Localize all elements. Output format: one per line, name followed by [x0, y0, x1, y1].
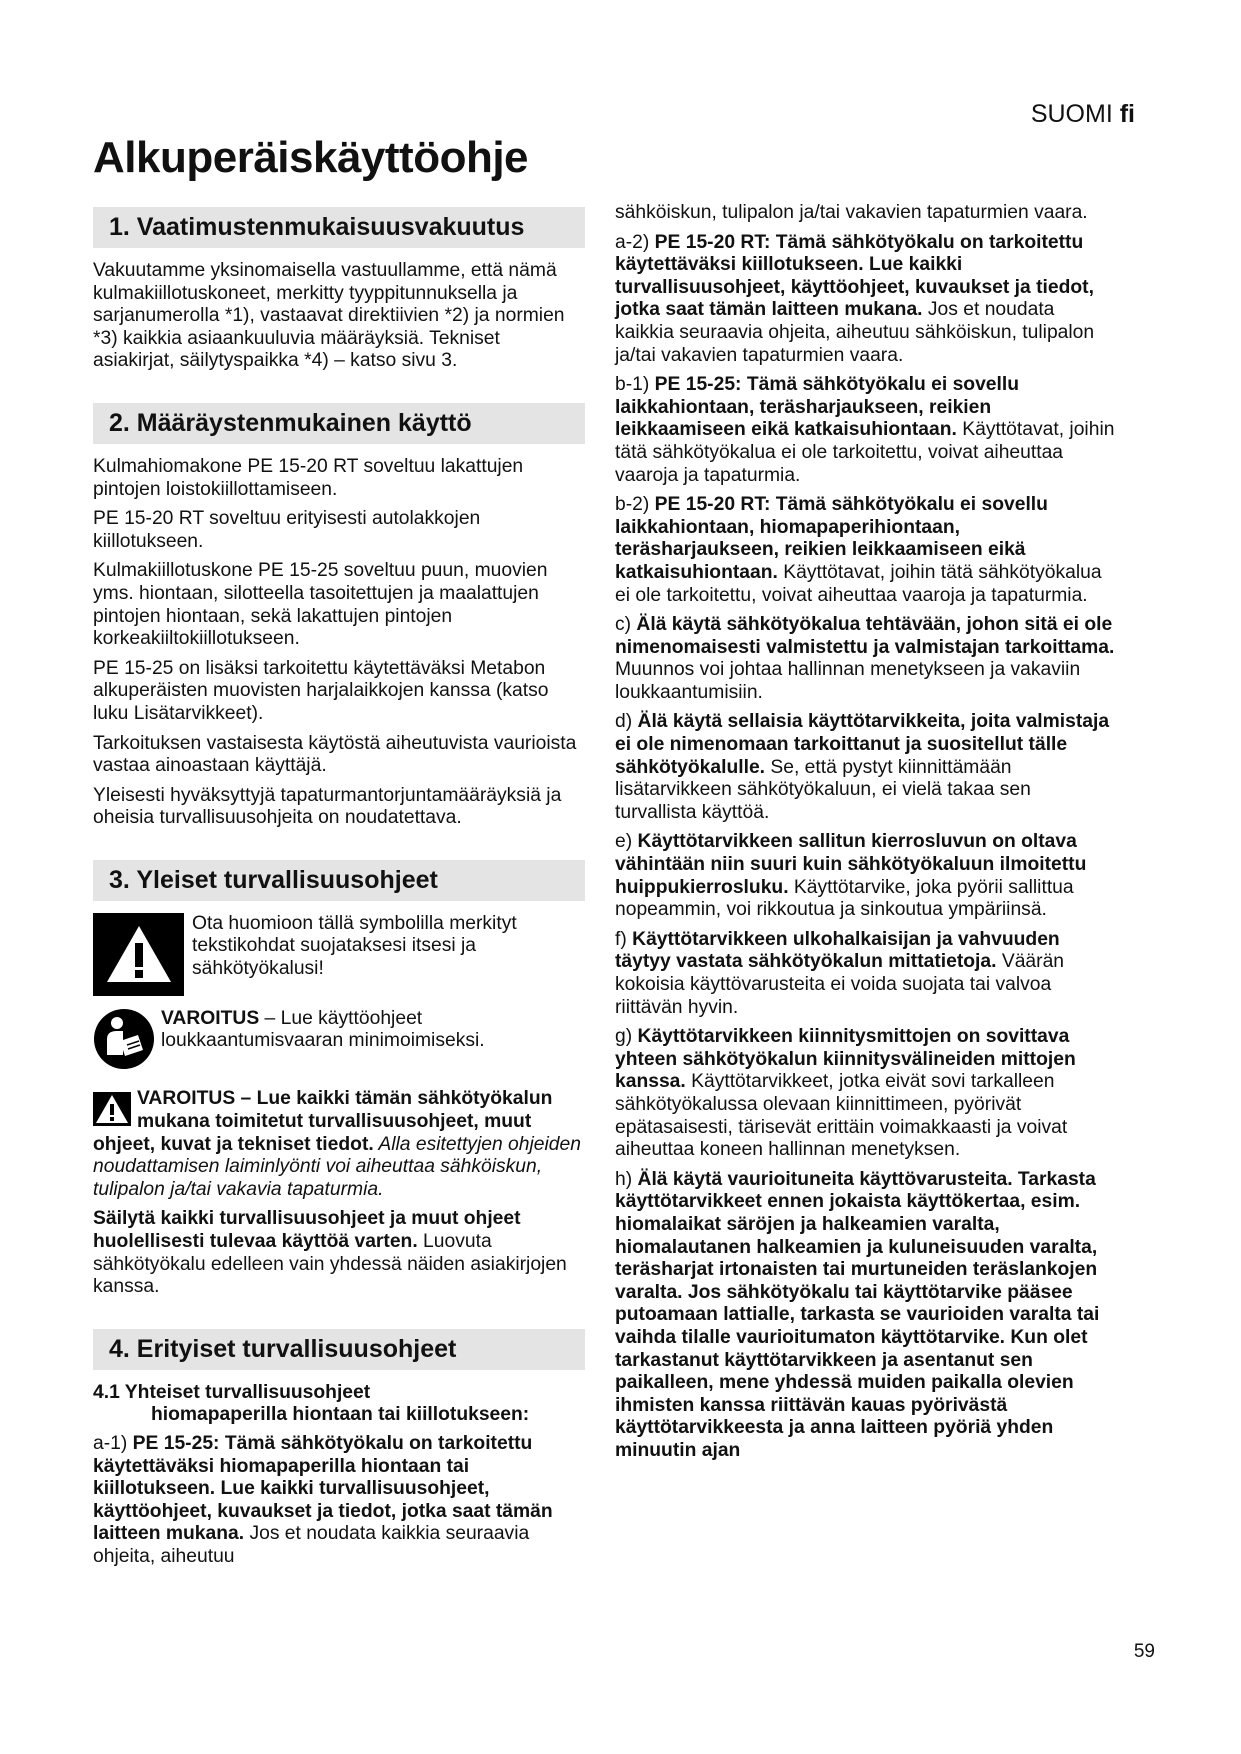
list-item-d: d) Älä käytä sellaisia käyttötarvikkeita, joita valmistaja ei ole nimenomaan tarkoittanut ja suositellut tälle sähkötyökalulle. Se, että pystyt kiinnittämään lisätarvikkeen sähkötyökaluun, ei vielä takaa sen turvallista käyttöä.: [615, 711, 1110, 823]
read-manual-text: VAROITUS – Lue käyttöohjeet loukkaantumisvaaran minimoimiseksi.: [161, 1007, 485, 1052]
subsection-heading: 4.1 Yhteiset turvallisuusohjeet hiomapaperilla hiontaan tai kiillotukseen:: [93, 1381, 530, 1426]
keep-instructions: Säilytä kaikki turvallisuusohjeet ja muut ohjeet huolellisesti tulevaa käyttöä varten. Luovuta sähkötyökalu edelleen vain yhdessä näiden asiakirjojen kanssa.: [93, 1208, 567, 1298]
list-item-a1: a-1) PE 15-25: Tämä sähkötyökalu on tarkoitettu käytettäväksi hiomapaperilla hiontaan tai kiillotukseen. Lue kaikki turvallisuusohjeet, käyttöohjeet, kuvaukset ja tiedot, jotka saat tämän laitteen mukana. Jos et noudata kaikkia seuraavia ohjeita, aiheutuu: [93, 1433, 553, 1567]
paragraph: Vakuutamme yksinomaisella vastuullamme, että nämä kulmakiillotuskoneet, merkitty tyyppitunnuksella ja sarjanumerolla *1), vastaavat direktiivien *2) ja normien *3) kaikkia asiaankuuluvia määräyksiä. Tekniset asiakirjat, säilytyspaikka *4) – katso sivu 3.: [93, 260, 565, 372]
general-warning: VAROITUS – Lue kaikki tämän sähkötyökalun mukana toimitetut turvallisuusohjeet, muut ohjeet, kuvat ja tekniset tiedot. Alla esitettyjen ohjeiden noudattamisen laiminlyönti voi aiheuttaa sähköiskun, tulipalon ja/tai vakavia tapaturmia.: [93, 1088, 581, 1200]
list-item-c: c) Älä käytä sähkötyökalua tehtävään, johon sitä ei ole nimenomaisesti valmistettu ja valmistajan tarkoittama. Muunnos voi johtaa hallinnan menetykseen ja vakaviin loukkaantumisiin.: [615, 614, 1115, 703]
list-item-a2: a-2) PE 15-20 RT: Tämä sähkötyökalu on tarkoitettu käytettäväksi kiillotukseen. Lue kaikki turvallisuusohjeet, käyttöohjeet, kuvaukset ja tiedot, jotka saat tämän laitteen mukana. Jos et noudata kaikkia seuraavia ohjeita, aiheutuu sähköiskun, tulipalon ja/tai vakavien tapaturmien vaara.: [615, 231, 1095, 366]
continuation-text: sähköiskun, tulipalon ja/tai vakavien tapaturmien vaara.: [615, 202, 1088, 223]
paragraph: Kulmahiomakone PE 15-20 RT soveltuu lakattujen pintojen loistokiillottamiseen.: [93, 455, 524, 500]
warning-triangle-icon: [93, 1092, 131, 1126]
list-item-b2: b-2) PE 15-20 RT: Tämä sähkötyökalu ei sovellu laikkahiontaan, hiomapaperihiontaan, teräsharjaukseen, reikien leikkaamiseen eikä katkaisuhiontaan. Käyttötavat, joihin tätä sähkötyökalua ei ole tarkoitettu, voivat aiheuttaa vaaroja ja tapaturmia.: [615, 494, 1102, 606]
symbol-note: [93, 913, 585, 996]
list-item-h: h) Älä käytä vaurioituneita käyttövarusteita. Tarkasta käyttötarvikkeet ennen jokaista käyttökertaa, esim. hiomalaikat säröjen ja halkeamien varalta, hiomalautanen halkeamien ja kuluneisuuden varalta, teräsharjat irtonaisten tai murtuneiden teräslankojen varalta. Jos sähkötyökalu tai käyttötarvike pääsee putoamaan lattialle, tarkasta se vaurioiden varalta tai vaihda tilalle vaurioitumaton käyttötarvike. Kun olet tarkastanut käyttötarvikkeen ja asentanut sen paikalleen, mene yhdessä muiden paikalla olevien ihmisten kanssa riittävän kauas pyörivästä käyttötarvikkeesta ja anna laitteen pyöriä yhden minuutin ajan: [615, 1168, 1100, 1461]
list-item-e: e) Käyttötarvikkeen sallitun kierrosluvun on oltava vähintään niin suuri kuin sähkötyökaluun ilmoitettu huippukierrosluku. Käyttötarvike, joka pyörii sallittua nopeammin, voi rikkoutua ja sinkoutua ympäriinsä.: [615, 831, 1087, 921]
read-manual-icon: [93, 1008, 155, 1077]
page-number: 59: [1133, 1641, 1155, 1662]
list-item-b1: b-1) PE 15-25: Tämä sähkötyökalu ei sovellu laikkahiontaan, teräsharjaukseen, reikien leikkaamiseen eikä katkaisuhiontaan. Käyttötavat, joihin tätä sähkötyökalua ei ole tarkoitettu, voivat aiheuttaa vaaroja ja tapaturmia.: [615, 374, 1115, 486]
paragraph: PE 15-20 RT soveltuu erityisesti autolakkojen kiillotukseen.: [93, 508, 481, 552]
right-column: [615, 202, 1115, 1469]
section-heading-2: 2. Määräystenmukainen käyttö: [93, 403, 585, 444]
language-label: SUOMI fi: [1030, 100, 1135, 128]
section-heading-1: 1. Vaatimustenmukaisuusvakuutus: [93, 207, 585, 248]
symbol-note-text: Ota huomioon tällä symbolilla merkityt tekstikohdat suojataksesi itsesi ja sähkötyökalusi!: [192, 912, 517, 980]
read-manual-warning: [93, 1008, 585, 1077]
page-title: Alkuperäiskäyttöohje: [93, 133, 529, 182]
list-item-g: g) Käyttötarvikkeen kiinnitysmittojen on sovittava yhteen sähkötyökalun kiinnitysvälineiden mittojen kanssa. Käyttötarvikkeet, jotka eivät sovi tarkalleen sähkötyökalussa olevaan kiinnittimeen, pyörivät epätasaisesti, tärisevät erittäin voimakkaasti ja voivat aiheuttaa koneen hallinnan menetyksen.: [615, 1026, 1076, 1161]
section-heading-3: 3. Yleiset turvallisuusohjeet: [93, 860, 585, 901]
warning-triangle-icon: [93, 913, 184, 996]
paragraph: Tarkoituksen vastaisesta käytöstä aiheutuvista vaurioista vastaa ainoastaan käyttäjä.: [93, 732, 577, 777]
section-heading-4: 4. Erityiset turvallisuusohjeet: [93, 1329, 585, 1370]
left-column: [93, 207, 585, 1576]
paragraph: PE 15-25 on lisäksi tarkoitettu käytettäväksi Metabon alkuperäisten muovisten harjalaikkojen kanssa (katso luku Lisätarvikkeet).: [93, 657, 549, 724]
paragraph: Yleisesti hyväksyttyjä tapaturmantorjuntamääräyksiä ja oheisia turvallisuusohjeita on noudatettava.: [93, 784, 562, 829]
list-item-f: f) Käyttötarvikkeen ulkohalkaisijan ja vahvuuden täytyy vastata sähkötyökalun mittatietoja. Väärän kokoisia käyttövarusteita ei voida suojata tai valvoa riittävän hyvin.: [615, 928, 1065, 1018]
paragraph: Kulmakiillotuskone PE 15-25 soveltuu puun, muovien yms. hiontaan, silotteella tasoitettujen ja maalattujen pintojen hiontaan, sekä lakattujen pintojen korkeakiiltokiillotukseen.: [93, 560, 548, 650]
